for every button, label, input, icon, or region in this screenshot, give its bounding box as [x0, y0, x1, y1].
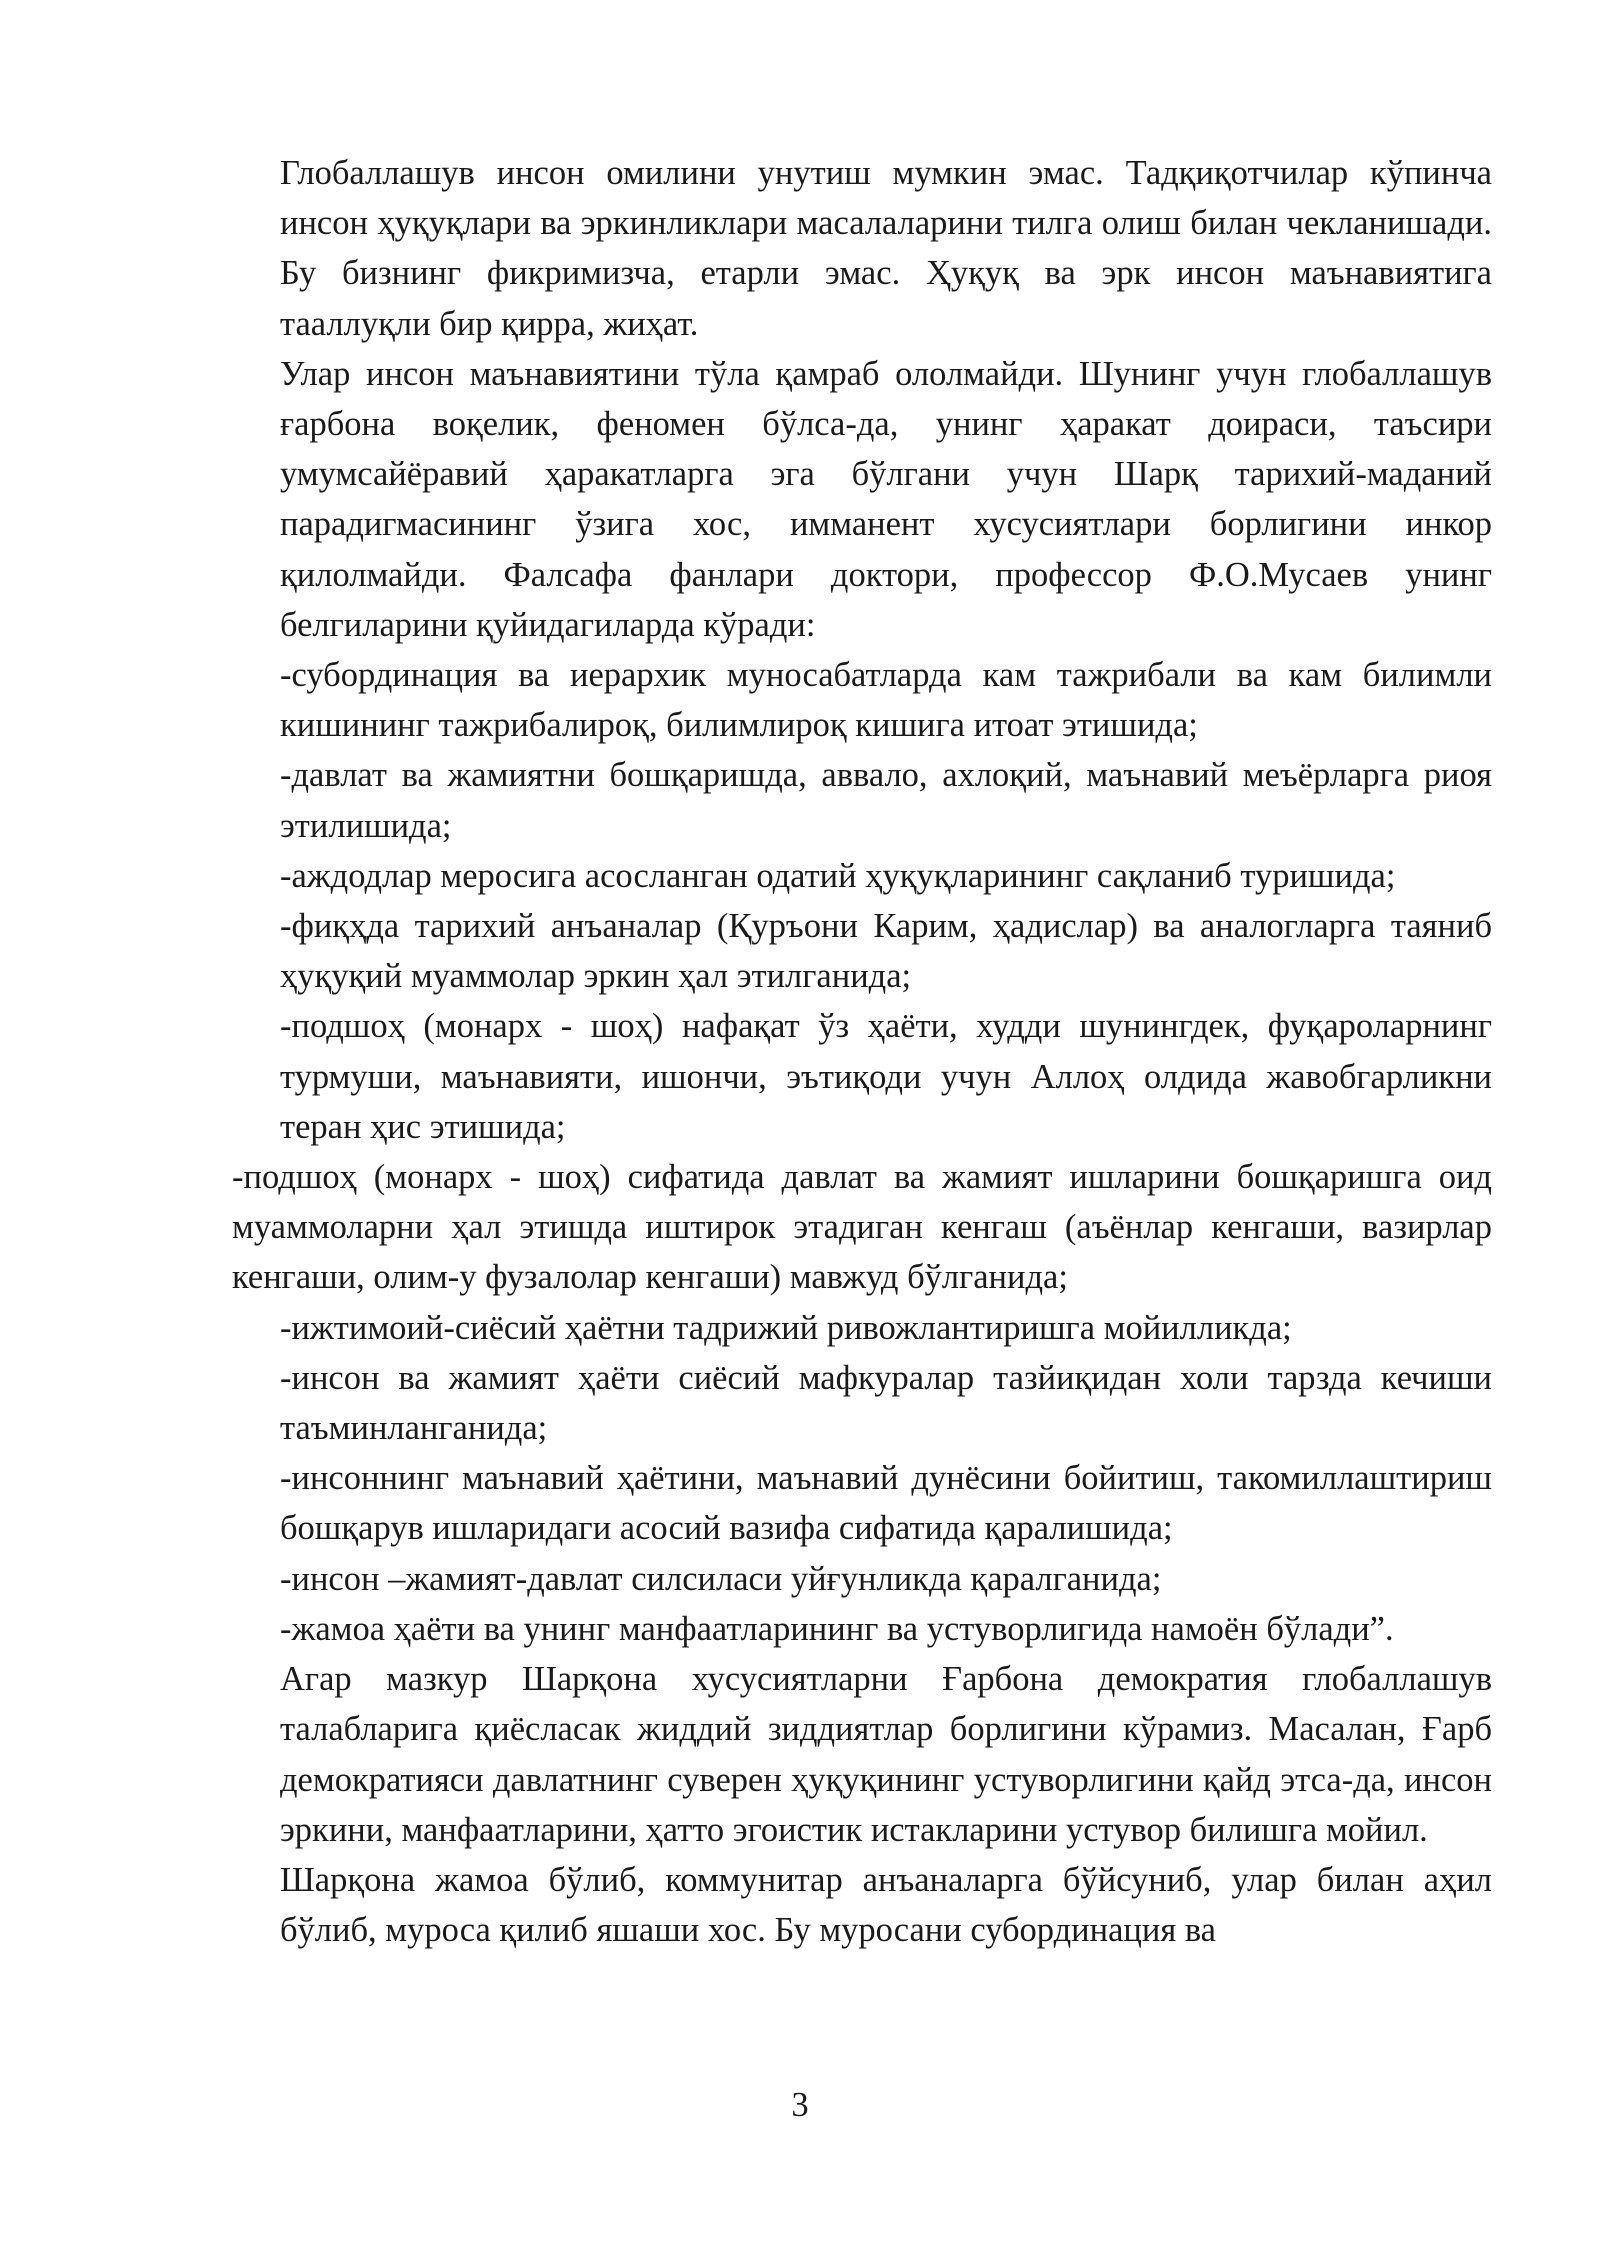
list-item-monarch-council: -подшоҳ (монарх - шоҳ) сифатида давлат ва жамият ишларини бошқаришга оид муаммоларни ҳал этишда иштирок этадиган кенгаш (аъёнлар кенгаши, вазирлар кенгаши, олим-у фузалолар кенгаши) мавжуд бўлганида; — [232, 1158, 1492, 1297]
list-item-fiqh: -фиқҳда тарихий анъаналар (Қуръони Карим, ҳадислар) ва аналогларга таяниб ҳуқуқий муаммолар эркин ҳал этилганида; — [280, 907, 1492, 996]
list-item-harmony: -инсон –жамият-давлат силсиласи уйғунликда қаралганида; — [280, 1559, 1162, 1598]
list-item-free-of-ideology: -инсон ва жамият ҳаёти сиёсий мафкуралар тазйиқидан холи тарзда кечиши таъминланганида; — [280, 1358, 1492, 1448]
list-item-community-life: -жамоа ҳаёти ва унинг манфаатларининг ва устуворлигида намоён бўлади”. — [280, 1609, 1394, 1648]
list-item-spiritual-enrichment: -инсоннинг маънавий ҳаётини, маънавий дунёсини бойитиш, такомиллаштириш бошқарув ишларидаги асосий вазифа сифатида қаралишида; — [280, 1459, 1492, 1548]
paragraph-west-comparison: Агар мазкур Шарқона хусусиятларни Ғарбона демократия глобаллашув талабларига қиёсласак жиддий зиддиятлар борлигини кўрамиз. Масалан, Ғарб демократияси давлатнинг суверен ҳуқуқининг устуворлигини қайд этса-да, инсон эркини, манфаатларини, ҳатто эгоистик истакларини устувор билишга мойил. — [280, 1660, 1492, 1849]
list-item-gradual-development: -ижтимоий-сиёсий ҳаётни тадрижий ривожлантиришга мойилликда; — [280, 1308, 1292, 1347]
page-number: 3 — [791, 2086, 809, 2124]
list-item-monarch-responsibility: -подшоҳ (монарх - шоҳ) нафақат ўз ҳаёти, худди шунингдек, фуқароларнинг турмуши, маънавияти, ишончи, эътиқоди учун Аллоҳ олдида жавобгарликни теран ҳис этишида; — [280, 1007, 1492, 1146]
paragraph-east-community: Шарқона жамоа бўлиб, коммунитар анъаналарга бўйсуниб, улар билан аҳил бўлиб, муроса қилиб яшаши хос. Бу муросани субординация ва — [280, 1860, 1492, 1950]
list-item-subordination: -субординация ва иерархик муносабатларда кам тажрибали ва кам билимли кишининг тажрибалироқ, билимлироқ кишига итоат этишида; — [280, 656, 1492, 745]
paragraph-2: Улар инсон маънавиятини тўла қамраб ололмайди. Шунинг учун глобаллашув ғарбона воқелик, феномен бўлса-да, унинг ҳаракат доираси, таъсири умумсайёравий ҳаракатларга эга бўлгани учун Шарқ тарихий-маданий парадигмасининг ўзига хос, имманент хусусиятлари борлигини инкор қилолмайди. Фалсафа фанлари доктори, профессор Ф.О.Мусаев унинг белгиларини қуйидагиларда кўради: — [280, 354, 1492, 644]
list-item-ancestral-heritage: -аждодлар меросига асосланган одатий ҳуқуқларининг сақланиб туришида; — [280, 856, 1396, 895]
body-text — [232, 148, 1492, 1955]
list-item-state-governance: -давлат ва жамиятни бошқаришда, аввало, ахлоқий, маънавий меъёрларга риоя этилишида; — [280, 756, 1492, 845]
paragraph-1: Глобаллашув инсон омилини унутиш мумкин эмас. Тадқиқотчилар кўпинча инсон ҳуқуқлари ва эркинликлари масалаларини тилга олиш билан чекланишади. Бу бизнинг фикримизча, етарли эмас. Ҳуқуқ ва эрк инсон маънавиятига тааллуқли бир қирра, жиҳат. — [280, 154, 1492, 343]
